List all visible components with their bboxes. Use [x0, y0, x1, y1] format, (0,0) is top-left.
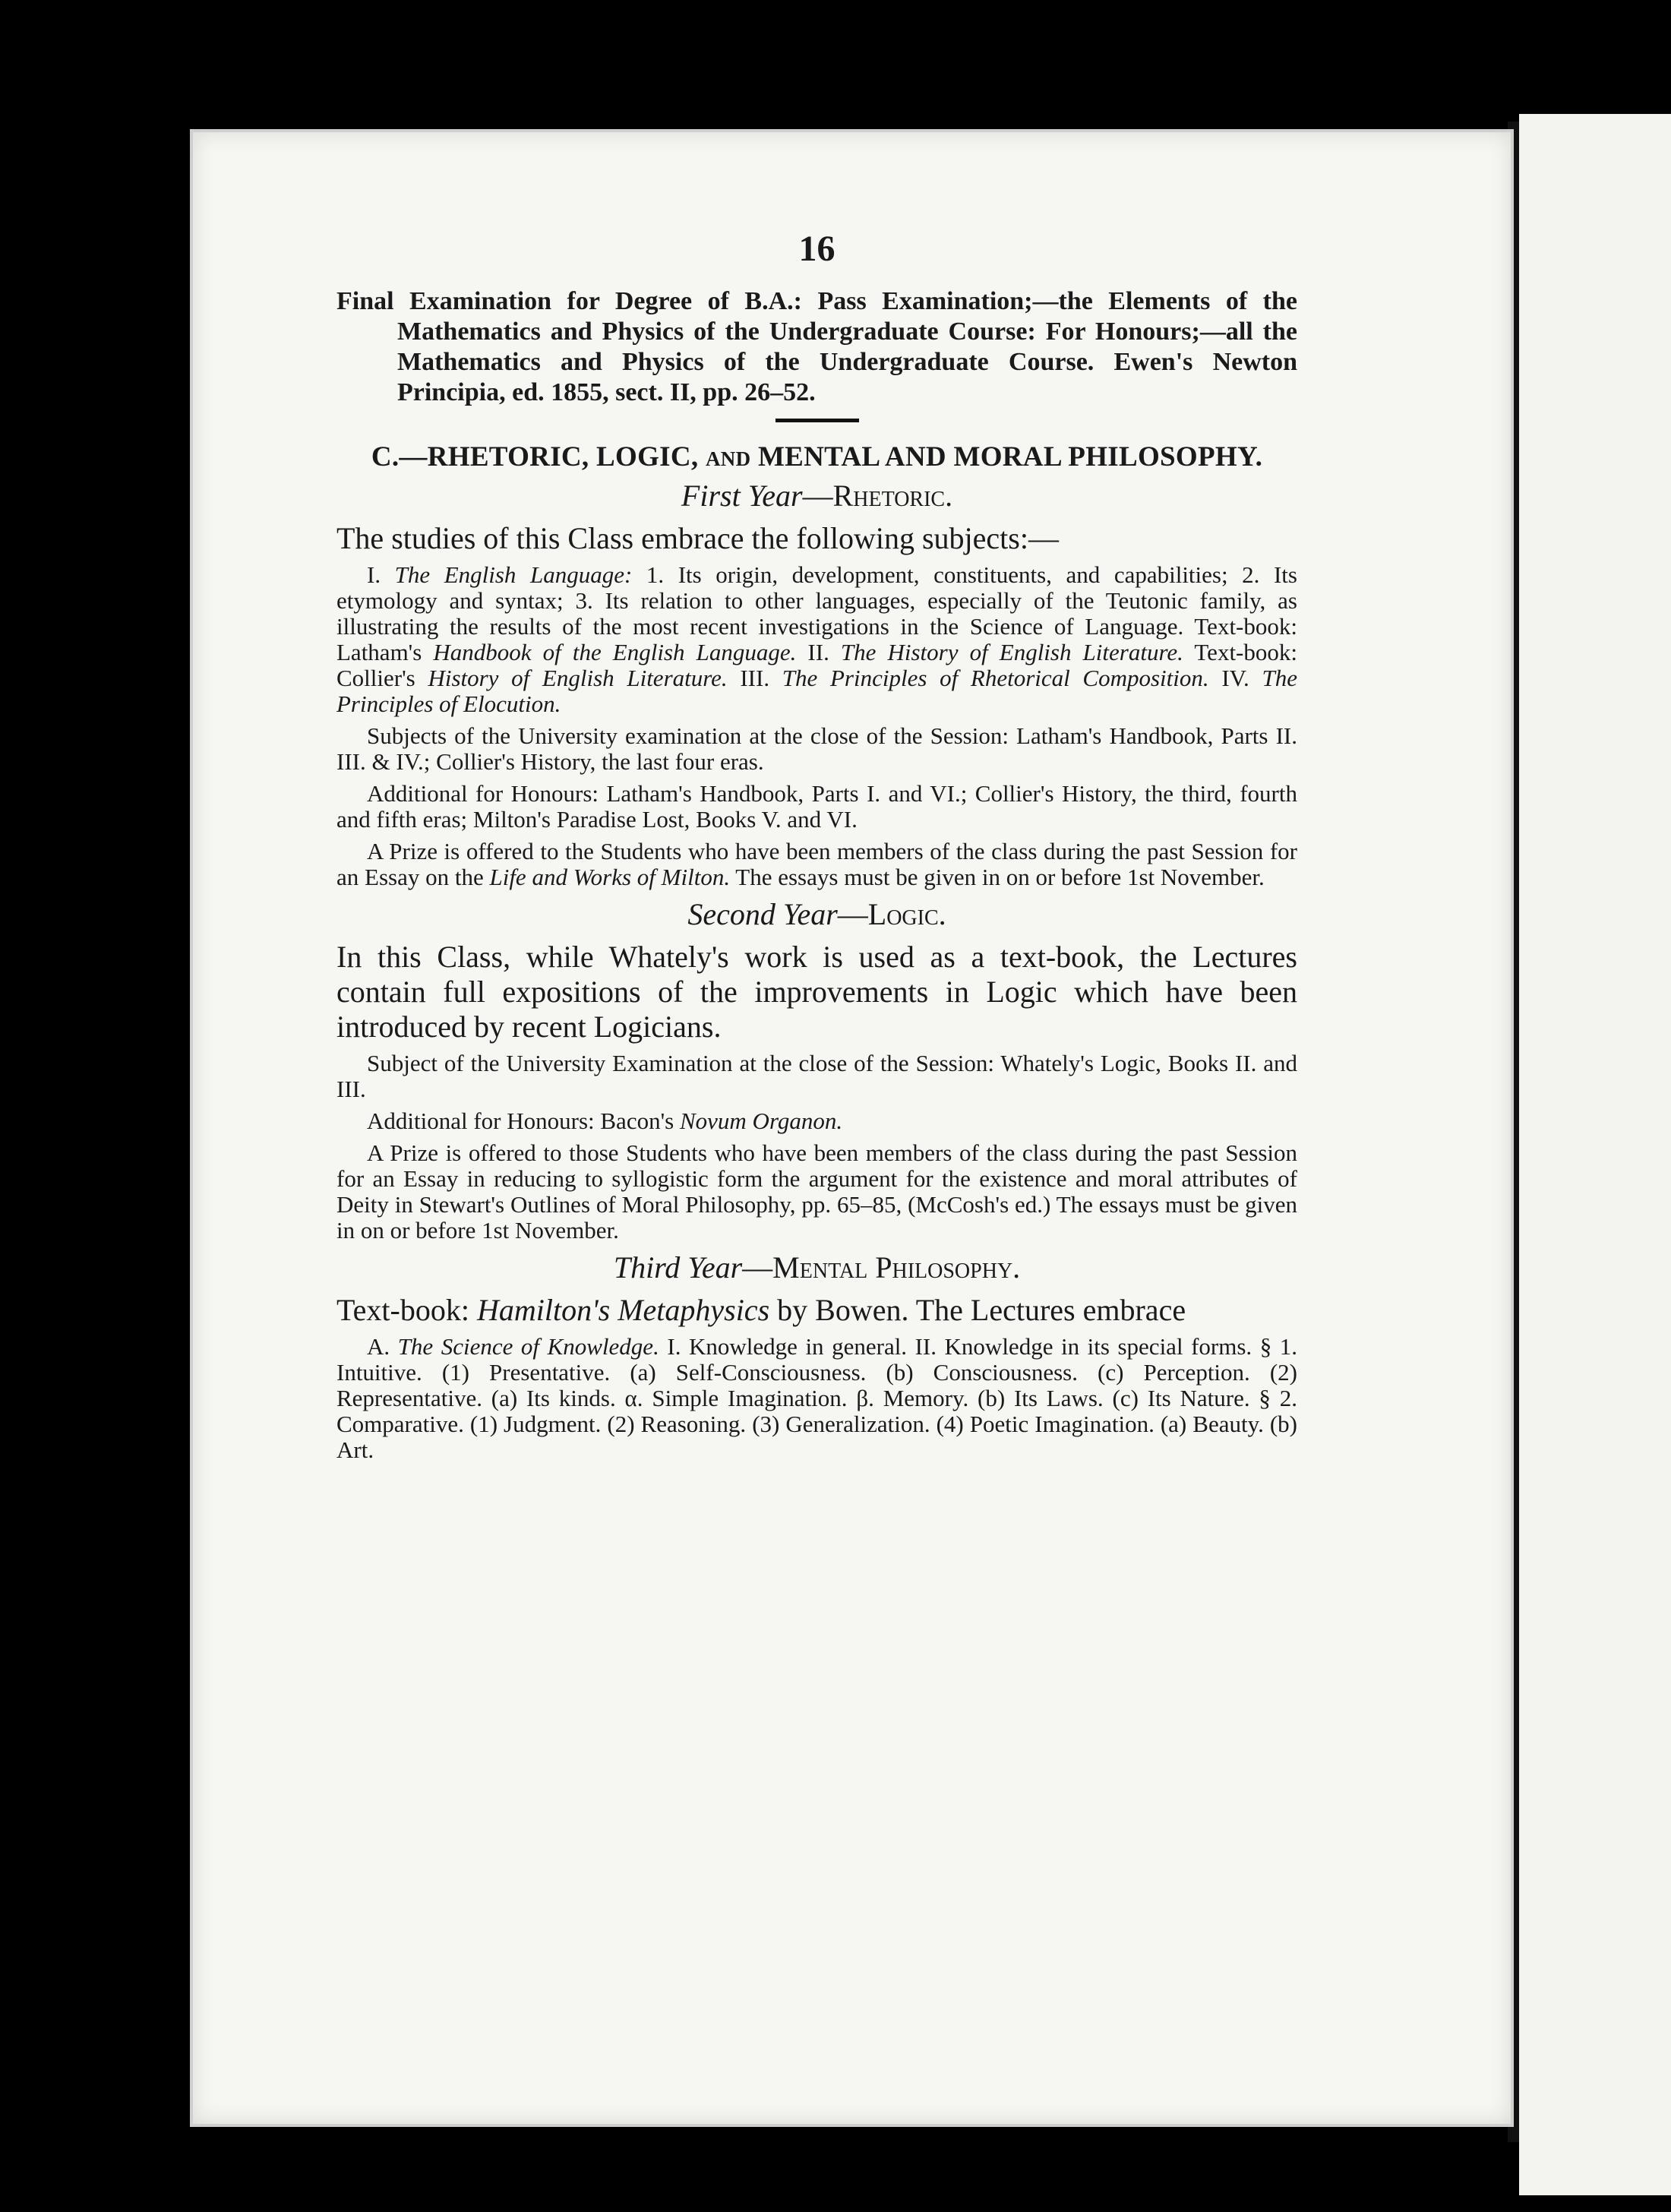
page-content	[336, 228, 1297, 1469]
section-heading: C.—RHETORIC, LOGIC, AND MENTAL AND MORAL PHILOSOPHY.	[371, 441, 1263, 472]
third-year-heading: Third Year—Mental Philosophy.	[613, 1250, 1021, 1285]
second-year-intro: In this Class, while Whately's work is used as a text-book, the Lectures contain full expositions of the improvements in Logic which have been introduced by recent Logicians.	[336, 940, 1297, 1044]
first-year-heading: First Year—Rhetoric.	[681, 479, 953, 513]
second-year-honours: Additional for Honours: Bacon's Novum Organon.	[367, 1108, 843, 1134]
third-year-intro: Text-book: Hamilton's Metaphysics by Bowen. The Lectures embrace	[336, 1293, 1186, 1327]
first-year-exam-subjects: Subjects of the University examination at the close of the Session: Latham's Handbook, Parts II. III. & IV.; Collier's History, the last four eras.	[336, 722, 1297, 775]
section-divider	[775, 419, 859, 422]
second-year-exam-subjects: Subject of the University Examination at the close of the Session: Whately's Logic, Books II. and III.	[336, 1050, 1297, 1102]
final-examination-paragraph: Final Examination for Degree of B.A.: Pass Examination;—the Elements of the Mathematics and Physics of the Undergraduate Course: For Honours;—all the Mathematics and Physics of the Undergraduate Course. Ewen's Newton Principia, ed. 1855, sect. II, pp. 26–52.	[336, 287, 1297, 406]
third-year-topics: A. The Science of Knowledge. I. Knowledge in general. II. Knowledge in its special forms. § 1. Intuitive. (1) Presentative. (a) Self-Consciousness. (b) Consciousness. (c) Perception. (2) Representative. (a) Its kinds. α. Simple Imagination. β. Memory. (b) Its Laws. (c) Its Nature. § 2. Comparative. (1) Judgment. (2) Reasoning. (3) Generalization. (4) Poetic Imagination. (a) Beauty. (b) Art.	[336, 1333, 1298, 1463]
page-number: 16	[798, 229, 836, 269]
first-year-honours: Additional for Honours: Latham's Handbook, Parts I. and VI.; Collier's History, the third, fourth and fifth eras; Milton's Paradise Lost, Books V. and VI.	[336, 780, 1297, 833]
first-year-prize: A Prize is offered to the Students who have been members of the class during the past Session for an Essay on the Life and Works of Milton. The essays must be given in on or before 1st November.	[336, 838, 1297, 890]
first-year-topics: I. The English Language: 1. Its origin, development, constituents, and capabilities; 2. Its etymology and syntax; 3. Its relation to other languages, especially of the Teutonic family, as illustrating the results of the most recent investigations in the Science of Language. Text-book: Latham's Handbook of the English Language. II. The History of English Literature. Text-book: Collier's History of English Literature. III. The Principles of Rhetorical Composition. IV. The Principles of Elocution.	[336, 561, 1297, 717]
first-year-intro: The studies of this Class embrace the following subjects:—	[336, 521, 1059, 555]
facing-page-edge	[1519, 114, 1671, 2195]
second-year-heading: Second Year—Logic.	[687, 897, 946, 931]
second-year-prize: A Prize is offered to those Students who have been members of the class during the past Session for an Essay in reducing to syllogistic form the argument for the existence and moral attributes of Deity in Stewart's Outlines of Moral Philosophy, pp. 65–85, (McCosh's ed.) The essays must be given in on or before 1st November.	[336, 1139, 1297, 1243]
